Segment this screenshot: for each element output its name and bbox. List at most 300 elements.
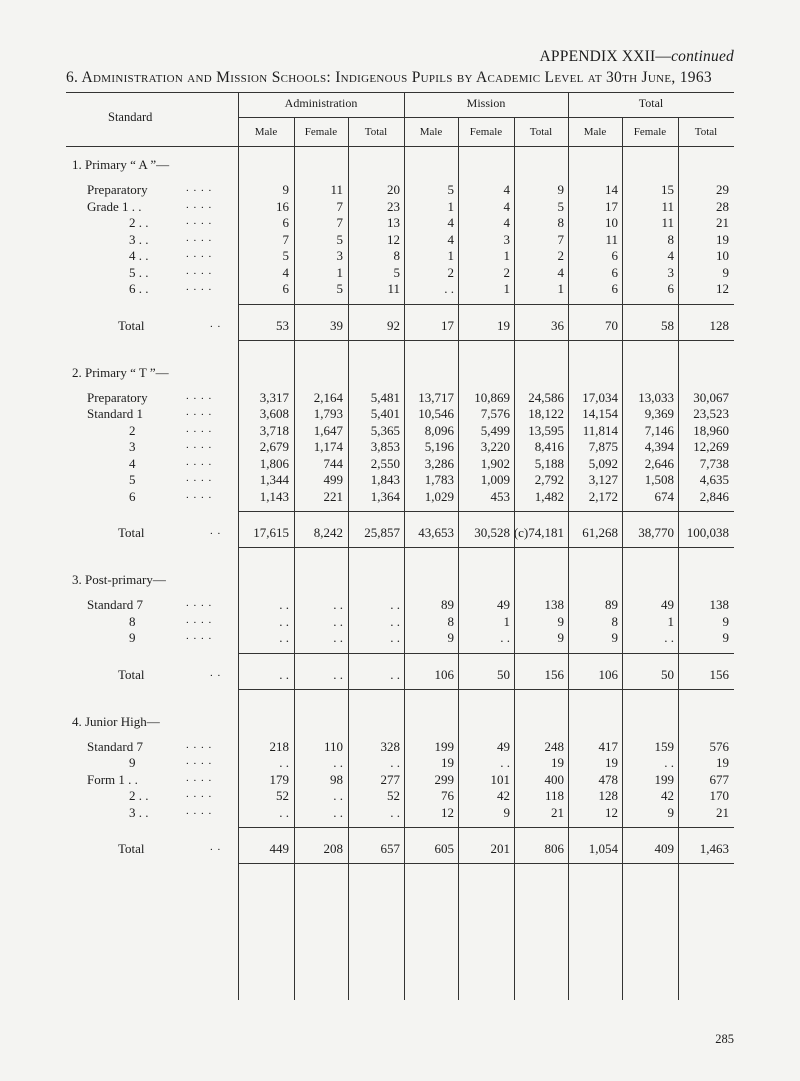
table-cell: 5 bbox=[336, 231, 343, 247]
total-cell: 1,054 bbox=[588, 841, 618, 856]
table-cell: 110 bbox=[323, 738, 343, 754]
table-cell: 9 bbox=[722, 613, 729, 629]
leader-dots: . . . . bbox=[186, 788, 213, 800]
table-cell: . . bbox=[333, 804, 343, 820]
table-cell: 8 bbox=[667, 231, 674, 247]
table-row bbox=[0, 182, 800, 198]
table-cell: 138 bbox=[544, 597, 564, 612]
table-cell: 9 bbox=[611, 630, 618, 645]
header-female: Female bbox=[633, 126, 667, 138]
total-row bbox=[0, 525, 800, 541]
table-cell: 1,482 bbox=[534, 488, 564, 504]
table-row bbox=[0, 281, 800, 297]
table-cell: 9 bbox=[282, 182, 289, 197]
table-cell: 6 bbox=[611, 248, 618, 263]
table-cell: 1,508 bbox=[644, 472, 674, 487]
total-label: Total bbox=[118, 317, 145, 333]
table-cell: 28 bbox=[716, 198, 729, 214]
table-cell: 1,174 bbox=[313, 439, 343, 454]
leader-dots: . . . . bbox=[186, 248, 213, 260]
table-cell: 7,146 bbox=[644, 422, 674, 438]
total-cell: 605 bbox=[434, 841, 454, 856]
row-label: 3 . . bbox=[129, 804, 149, 820]
header-group-rule bbox=[238, 117, 734, 118]
table-cell: 49 bbox=[497, 738, 510, 754]
total-cell: 61,268 bbox=[582, 525, 618, 540]
table-cell: . . bbox=[333, 597, 343, 612]
table-cell: 478 bbox=[598, 771, 618, 787]
table-row bbox=[0, 423, 800, 439]
leader-dots: . . bbox=[210, 317, 222, 330]
table-cell: . . bbox=[279, 804, 289, 820]
table-row bbox=[0, 489, 800, 505]
table-cell: 4 bbox=[447, 231, 454, 247]
row-label: 5 . . bbox=[129, 264, 149, 280]
table-cell: 18,122 bbox=[528, 406, 564, 421]
leader-dots: . . . . bbox=[186, 406, 213, 418]
table-row bbox=[0, 739, 800, 755]
table-cell: 3,220 bbox=[480, 439, 510, 454]
total-row bbox=[0, 318, 800, 334]
table-cell: . . bbox=[333, 613, 343, 629]
table-cell: 400 bbox=[544, 771, 564, 787]
table-row bbox=[0, 614, 800, 630]
leader-dots: . . . . bbox=[186, 455, 213, 468]
table-cell: 7 bbox=[557, 231, 564, 247]
table-cell: 21 bbox=[716, 215, 729, 230]
table-cell: 15 bbox=[661, 182, 674, 197]
table-cell: 11 bbox=[330, 182, 343, 197]
table-cell: 199 bbox=[434, 738, 454, 754]
table-cell: 5 bbox=[282, 248, 289, 263]
page-number: 285 bbox=[715, 1032, 734, 1046]
table-row bbox=[0, 232, 800, 248]
table-cell: 6 bbox=[611, 264, 618, 280]
table-cell: 221 bbox=[323, 488, 343, 504]
table-row bbox=[0, 755, 800, 771]
table-cell: 11 bbox=[387, 281, 400, 296]
table-cell: 6 bbox=[282, 281, 289, 296]
section-title: 3. Post-primary— bbox=[72, 572, 166, 587]
table-cell: 5,499 bbox=[480, 422, 510, 438]
table-cell: . . bbox=[279, 613, 289, 629]
table-cell: 1 bbox=[447, 198, 454, 214]
table-row bbox=[0, 199, 800, 215]
leader-dots: . . . . bbox=[186, 472, 213, 484]
table-top-rule bbox=[66, 92, 734, 93]
table-cell: . . bbox=[500, 755, 510, 770]
table-cell: 1,029 bbox=[424, 488, 454, 504]
header-female: Female bbox=[304, 126, 338, 138]
leader-dots: . . . . bbox=[186, 439, 213, 451]
table-row bbox=[0, 772, 800, 788]
table-cell: 4 bbox=[503, 215, 510, 230]
table-cell: 2,550 bbox=[370, 455, 400, 471]
table-title: 6. Administration and Mission Schools: Indigenous Pupils by Academic Level at 30th June, 1963 bbox=[66, 69, 712, 86]
table-cell: 19 bbox=[551, 755, 564, 770]
table-cell: . . bbox=[333, 755, 343, 770]
table-cell: 3,853 bbox=[370, 439, 400, 454]
table-cell: 17,034 bbox=[582, 389, 618, 405]
total-bottom-rule bbox=[238, 547, 734, 548]
total-cell: 657 bbox=[380, 841, 400, 856]
leader-dots: . . . . bbox=[186, 389, 213, 402]
table-cell: 5,401 bbox=[370, 406, 400, 421]
table-row bbox=[0, 248, 800, 264]
table-row bbox=[0, 406, 800, 422]
table-row bbox=[0, 456, 800, 472]
table-cell: 9,369 bbox=[644, 406, 674, 421]
table-cell: 1,009 bbox=[480, 472, 510, 487]
table-cell: 1,793 bbox=[313, 406, 343, 421]
table-cell: 9 bbox=[557, 182, 564, 197]
table-cell: . . bbox=[390, 630, 400, 645]
total-bottom-rule bbox=[238, 689, 734, 690]
table-cell: . . bbox=[333, 630, 343, 645]
row-label: 2 bbox=[129, 422, 136, 438]
table-cell: 19 bbox=[605, 755, 618, 770]
table-cell: 13 bbox=[387, 215, 400, 230]
table-cell: 8,416 bbox=[534, 439, 564, 454]
table-cell: 4,635 bbox=[699, 472, 729, 487]
table-row bbox=[0, 472, 800, 488]
row-label: 9 bbox=[129, 630, 136, 645]
total-cell: 53 bbox=[276, 317, 289, 333]
table-cell: 4 bbox=[557, 264, 564, 280]
total-cell: (c)74,181 bbox=[513, 525, 564, 540]
header-total: Total bbox=[529, 126, 553, 138]
table-cell: 3 bbox=[667, 264, 674, 280]
row-label: 6 bbox=[129, 488, 136, 504]
table-cell: 9 bbox=[503, 804, 510, 820]
row-label: Standard 7 bbox=[87, 738, 143, 754]
table-cell: 19 bbox=[716, 231, 729, 247]
total-row bbox=[0, 841, 800, 857]
leader-dots: . . . . bbox=[186, 422, 213, 435]
table-cell: . . bbox=[500, 630, 510, 645]
table-cell: 1,143 bbox=[259, 488, 289, 504]
row-label: 4 bbox=[129, 455, 136, 471]
total-separator bbox=[238, 511, 734, 512]
leader-dots: . . . . bbox=[186, 182, 213, 194]
table-cell: 6 bbox=[667, 281, 674, 296]
section-title: 4. Junior High— bbox=[72, 713, 160, 729]
table-cell: . . bbox=[390, 804, 400, 820]
table-cell: 49 bbox=[661, 597, 674, 612]
total-bottom-rule bbox=[238, 863, 734, 864]
table-cell: 199 bbox=[654, 771, 674, 787]
leader-dots: . . . . bbox=[186, 281, 213, 293]
total-cell: 38,770 bbox=[638, 525, 674, 540]
table-cell: 1 bbox=[336, 264, 343, 280]
table-cell: 1,902 bbox=[480, 455, 510, 471]
table-row bbox=[0, 597, 800, 613]
total-cell: 156 bbox=[544, 666, 564, 682]
total-cell: 25,857 bbox=[364, 525, 400, 540]
table-cell: . . bbox=[279, 755, 289, 770]
table-cell: 3 bbox=[503, 231, 510, 247]
table-cell: 2,792 bbox=[534, 472, 564, 487]
table-cell: . . bbox=[664, 755, 674, 770]
table-cell: 1 bbox=[503, 281, 510, 296]
table-cell: 10 bbox=[716, 248, 729, 263]
table-cell: 9 bbox=[667, 804, 674, 820]
table-cell: 3,317 bbox=[259, 389, 289, 405]
row-label: 2 . . bbox=[129, 215, 149, 230]
table-cell: 7 bbox=[336, 198, 343, 214]
total-cell: 36 bbox=[551, 317, 564, 333]
table-cell: 3,127 bbox=[588, 472, 618, 487]
table-cell: 2,846 bbox=[699, 488, 729, 504]
total-label: Total bbox=[118, 841, 145, 856]
leader-dots: . . . . bbox=[186, 613, 213, 626]
total-cell: 39 bbox=[330, 317, 343, 333]
row-label: 3 bbox=[129, 439, 136, 454]
table-cell: 328 bbox=[380, 738, 400, 754]
table-cell: 299 bbox=[434, 771, 454, 787]
table-cell: 1,344 bbox=[259, 472, 289, 487]
table-cell: 1 bbox=[447, 248, 454, 263]
table-cell: 10,546 bbox=[418, 406, 454, 421]
table-cell: 5,365 bbox=[370, 422, 400, 438]
table-cell: 2 bbox=[557, 248, 564, 263]
table-cell: 42 bbox=[661, 788, 674, 803]
leader-dots: . . . . bbox=[186, 630, 213, 642]
header-standard: Standard bbox=[108, 110, 153, 124]
table-cell: . . bbox=[390, 613, 400, 629]
leader-dots: . . . . bbox=[186, 264, 213, 277]
total-cell: 8,242 bbox=[313, 525, 343, 540]
row-label: 3 . . bbox=[129, 231, 149, 247]
header-male: Male bbox=[419, 126, 443, 138]
table-cell: 10 bbox=[605, 215, 618, 230]
total-cell: 806 bbox=[544, 841, 564, 856]
row-label: Preparatory bbox=[87, 182, 148, 197]
header-total: Total bbox=[364, 126, 388, 138]
table-cell: . . bbox=[390, 755, 400, 770]
total-cell: 17,615 bbox=[253, 525, 289, 540]
row-label: Grade 1 . . bbox=[87, 198, 142, 214]
leader-dots: . . . . bbox=[186, 215, 213, 227]
table-cell: 76 bbox=[441, 788, 454, 803]
table-cell: 2 bbox=[503, 264, 510, 280]
row-label: Preparatory bbox=[87, 389, 148, 405]
table-cell: 2 bbox=[447, 264, 454, 280]
table-cell: 20 bbox=[387, 182, 400, 197]
table-cell: 8 bbox=[611, 613, 618, 629]
table-cell: 7,875 bbox=[588, 439, 618, 454]
table-cell: 9 bbox=[722, 264, 729, 280]
table-cell: 9 bbox=[557, 613, 564, 629]
table-cell: 3,608 bbox=[259, 406, 289, 421]
table-cell: 5 bbox=[557, 198, 564, 214]
table-cell: 138 bbox=[709, 597, 729, 612]
table-cell: . . bbox=[444, 281, 454, 296]
row-label: Standard 1 bbox=[87, 406, 143, 421]
table-cell: 1,364 bbox=[370, 488, 400, 504]
total-cell: 43,653 bbox=[418, 525, 454, 540]
table-cell: 23 bbox=[387, 198, 400, 214]
table-cell: 5 bbox=[336, 281, 343, 296]
table-row bbox=[0, 439, 800, 455]
table-cell: 159 bbox=[654, 738, 674, 754]
row-label: Standard 7 bbox=[87, 597, 143, 612]
table-cell: 179 bbox=[269, 771, 289, 787]
total-cell: 92 bbox=[387, 317, 400, 333]
table-cell: 52 bbox=[387, 788, 400, 803]
table-cell: 8,096 bbox=[424, 422, 454, 438]
section-title: 1. Primary “ A ”— bbox=[72, 157, 170, 172]
table-cell: 5,196 bbox=[424, 439, 454, 454]
table-cell: 118 bbox=[544, 788, 564, 803]
table-cell: 4 bbox=[667, 248, 674, 263]
total-cell: 128 bbox=[709, 317, 729, 333]
table-cell: 13,595 bbox=[528, 422, 564, 438]
table-cell: 12 bbox=[441, 804, 454, 820]
table-cell: 1 bbox=[503, 248, 510, 263]
table-cell: 12 bbox=[716, 281, 729, 296]
row-label: 2 . . bbox=[129, 788, 149, 803]
table-cell: 9 bbox=[447, 630, 454, 645]
table-cell: 3,286 bbox=[424, 455, 454, 471]
table-cell: 576 bbox=[709, 738, 729, 754]
leader-dots: . . . . bbox=[186, 738, 213, 751]
header-male: Male bbox=[254, 126, 278, 138]
table-cell: 4 bbox=[447, 215, 454, 230]
header-group-administration: Administration bbox=[284, 96, 358, 110]
total-cell: 208 bbox=[323, 841, 343, 856]
table-cell: 8 bbox=[557, 215, 564, 230]
row-label: 4 . . bbox=[129, 248, 149, 263]
total-cell: 449 bbox=[269, 841, 289, 856]
table-row bbox=[0, 215, 800, 231]
table-row bbox=[0, 630, 800, 646]
table-cell: . . bbox=[279, 630, 289, 645]
table-cell: 128 bbox=[598, 788, 618, 803]
leader-dots: . . bbox=[210, 525, 222, 537]
table-cell: 8 bbox=[447, 613, 454, 629]
table-cell: 1 bbox=[503, 613, 510, 629]
total-separator bbox=[238, 304, 734, 305]
table-cell: 170 bbox=[709, 788, 729, 803]
appendix-label: APPENDIX XXII— bbox=[539, 48, 672, 65]
total-cell: . . bbox=[390, 666, 400, 682]
table-cell: 101 bbox=[490, 771, 510, 787]
table-cell: . . bbox=[333, 788, 343, 803]
table-cell: 13,717 bbox=[418, 389, 454, 405]
table-cell: 52 bbox=[276, 788, 289, 803]
table-cell: 12 bbox=[605, 804, 618, 820]
table-cell: 16 bbox=[276, 198, 289, 214]
table-cell: 2,646 bbox=[644, 455, 674, 471]
total-cell: 58 bbox=[661, 317, 674, 333]
table-cell: 89 bbox=[441, 597, 454, 612]
total-cell: 1,463 bbox=[699, 841, 729, 856]
total-cell: 100,038 bbox=[686, 525, 729, 540]
total-separator bbox=[238, 827, 734, 828]
table-cell: 98 bbox=[330, 771, 343, 787]
total-cell: 50 bbox=[661, 666, 674, 682]
table-cell: 13,033 bbox=[638, 389, 674, 405]
total-row bbox=[0, 667, 800, 683]
table-cell: 1,806 bbox=[259, 455, 289, 471]
row-label: 6 . . bbox=[129, 281, 149, 296]
leader-dots: . . bbox=[210, 841, 222, 853]
row-label: 9 bbox=[129, 755, 136, 770]
table-row bbox=[0, 788, 800, 804]
table-cell: 674 bbox=[654, 488, 674, 504]
header-total: Total bbox=[694, 126, 718, 138]
table-cell: 417 bbox=[598, 738, 618, 754]
row-label: Form 1 . . bbox=[87, 771, 138, 787]
table-cell: 89 bbox=[605, 597, 618, 612]
row-label: 8 bbox=[129, 613, 136, 629]
table-cell: . . bbox=[279, 597, 289, 612]
table-cell: . . bbox=[390, 597, 400, 612]
table-cell: 24,586 bbox=[528, 389, 564, 405]
total-cell: 30,528 bbox=[474, 525, 510, 540]
table-cell: 5,092 bbox=[588, 455, 618, 471]
table-cell: 1,843 bbox=[370, 472, 400, 487]
table-cell: 6 bbox=[282, 215, 289, 230]
table-cell: 1,647 bbox=[313, 422, 343, 438]
table-cell: 14,154 bbox=[582, 406, 618, 421]
table-row bbox=[0, 265, 800, 281]
total-cell: 409 bbox=[654, 841, 674, 856]
table-cell: 4,394 bbox=[644, 439, 674, 454]
table-cell: 4 bbox=[503, 198, 510, 214]
table-cell: 5 bbox=[393, 264, 400, 280]
total-cell: 156 bbox=[709, 666, 729, 682]
table-cell: 7 bbox=[336, 215, 343, 230]
leader-dots: . . . . bbox=[186, 198, 213, 211]
leader-dots: . . . . bbox=[186, 755, 213, 767]
total-label: Total bbox=[118, 666, 145, 682]
table-cell: 21 bbox=[551, 804, 564, 820]
table-cell: 499 bbox=[323, 472, 343, 487]
table-cell: 7 bbox=[282, 231, 289, 247]
appendix-heading bbox=[540, 48, 734, 66]
total-cell: 201 bbox=[490, 841, 510, 856]
table-cell: 18,960 bbox=[693, 422, 729, 438]
table-cell: 8 bbox=[393, 248, 400, 263]
table-cell: 11 bbox=[661, 215, 674, 230]
table-cell: 2,679 bbox=[259, 439, 289, 454]
table-cell: 1 bbox=[557, 281, 564, 296]
appendix-continued: continued bbox=[671, 48, 734, 65]
total-cell: . . bbox=[333, 666, 343, 682]
total-cell: 106 bbox=[434, 666, 454, 682]
total-cell: 70 bbox=[605, 317, 618, 333]
table-cell: 3 bbox=[336, 248, 343, 263]
table-cell: 744 bbox=[323, 455, 343, 471]
table-cell: 17 bbox=[605, 198, 618, 214]
table-cell: 11,814 bbox=[582, 422, 618, 438]
table-cell: 4 bbox=[503, 182, 510, 197]
table-cell: 10,869 bbox=[474, 389, 510, 405]
total-cell: 106 bbox=[598, 666, 618, 682]
table-row bbox=[0, 390, 800, 406]
table-cell: 23,523 bbox=[693, 406, 729, 421]
table-cell: 14 bbox=[605, 182, 618, 197]
table-cell: 19 bbox=[441, 755, 454, 770]
header-group-mission: Mission bbox=[466, 96, 506, 110]
table-cell: 2,164 bbox=[313, 389, 343, 405]
table-cell: 5,481 bbox=[370, 389, 400, 405]
table-cell: 4 bbox=[282, 264, 289, 280]
table-cell: 2,172 bbox=[588, 488, 618, 504]
row-label: 5 bbox=[129, 472, 136, 487]
